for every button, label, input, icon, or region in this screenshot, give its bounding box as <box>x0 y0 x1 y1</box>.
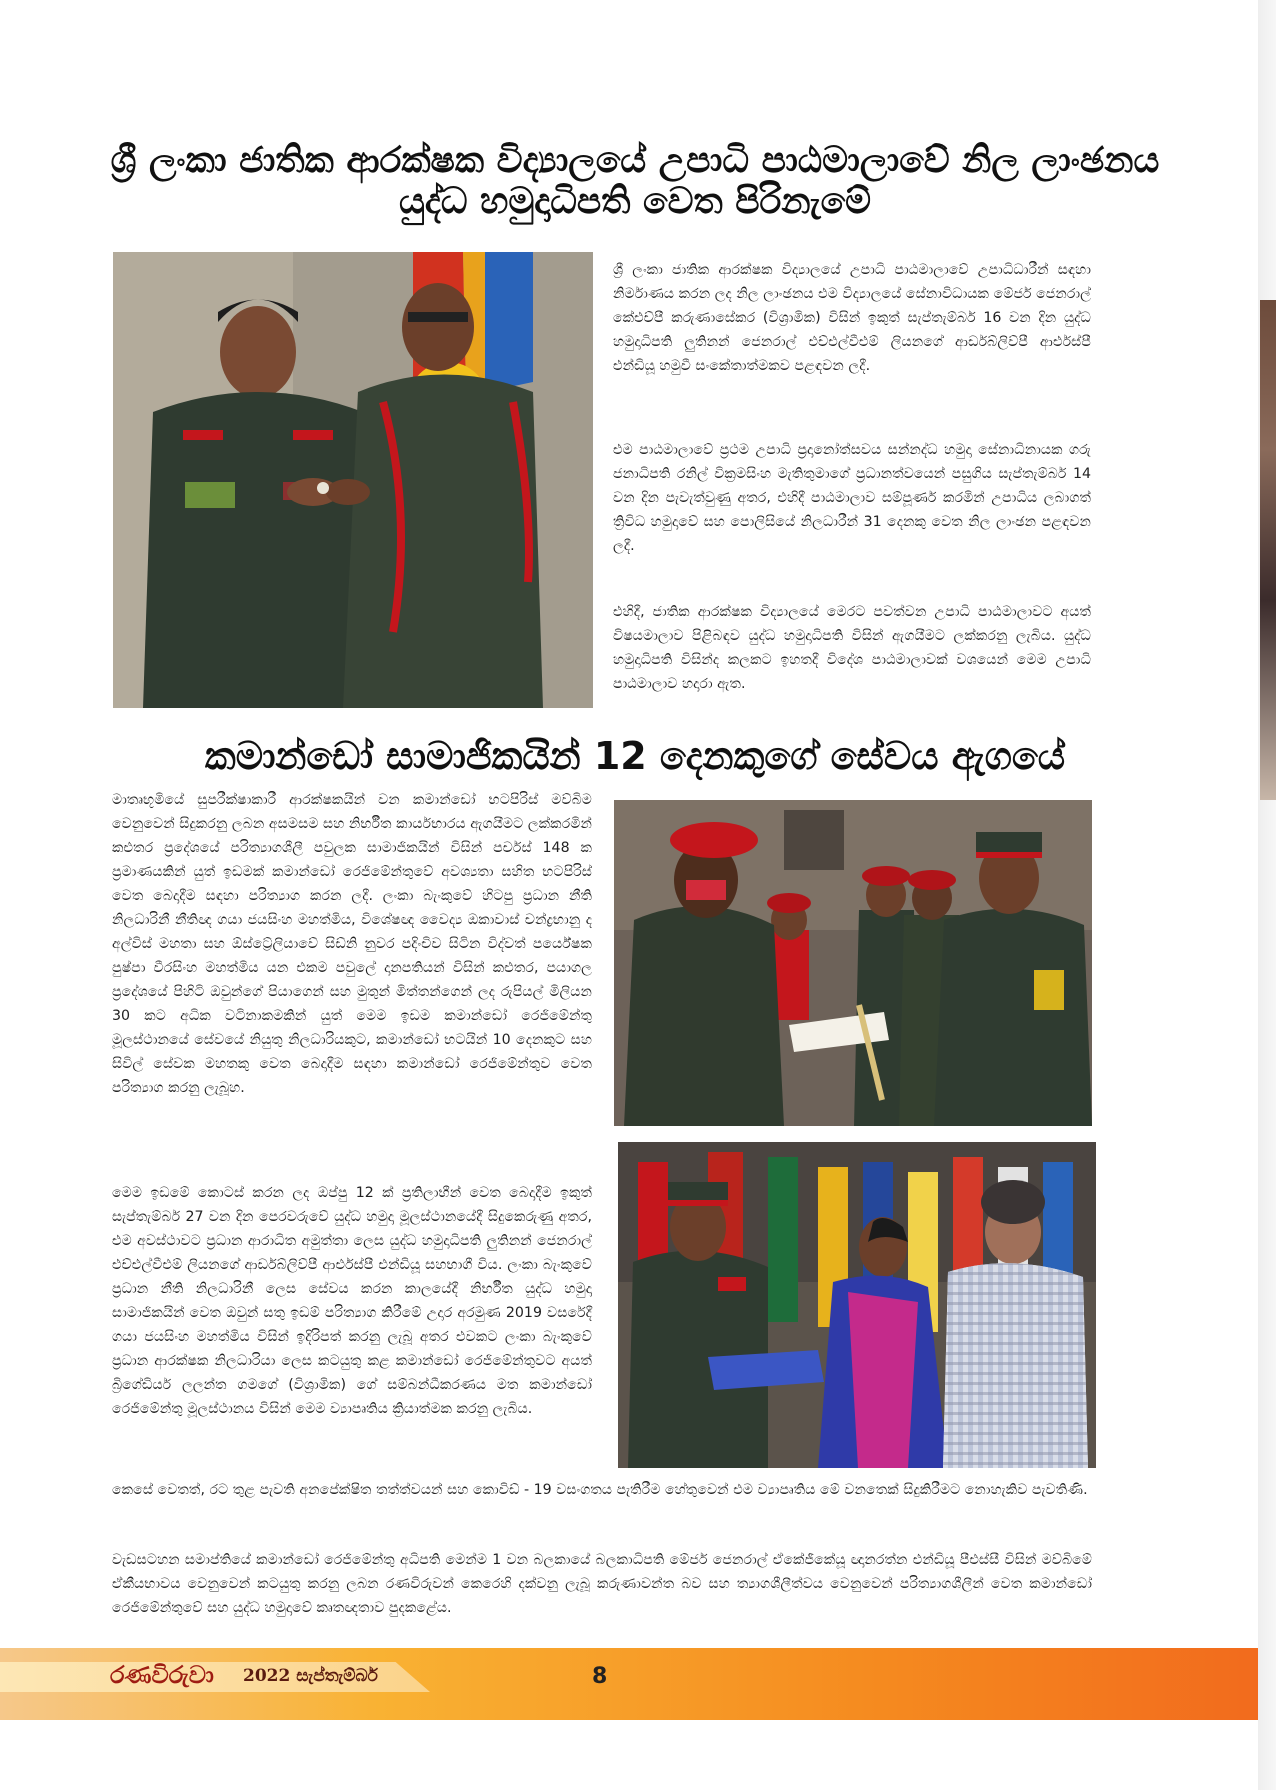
article2-paragraph-4: වැඩසටහන සමාප්තියේ කමාන්ඩෝ රෙජිමේන්තු අධිපති මෙන්ම 1 වන බලකායේ බලකාධිපති මේජර් ජෙනරාල් ඒකේජීකේයූ ඥානරත්න එන්ඩියූ පීඑස්සී විසින් මව්බිමේ ඒකීයභාවය වෙනුවෙන් කටයුතු කරනු ලබන රණවිරුවන් කෙරෙහි දක්වනු ලැබූ කරුණාවන්ත බව සහ ත්‍යාගශීලීත්වය වෙනුවෙන් පරිත්‍යාගශීලීන් වෙත කමාන්ඩෝ රෙජිමේන්තුවේ සහ යුද්ධ හමුදාවේ කෘතඥතාව පුදකළේය. <box>112 1552 1092 1616</box>
magazine-name: රණවිරුවා <box>110 1660 214 1689</box>
article1-paragraph-1: ශ්‍රී ලංකා ජාතික ආරක්ෂක විද්‍යාලයේ උපාධි පාඨමාලාවේ උපාධිධාරීන් සඳහා නිර්මාණය කරන ලද නිල ලාංඡනය එම විද්‍යාලයේ සේනාවිධායක මේජර් ජෙනරාල් කේඑච්පී කරුණාසේකර (විශ්‍රාමික) විසින් ඉකුත් සැප්තැම්බර් 16 වන දින යුද්ධ හමුදාධිපති ලුතිනන් ජෙනරාල් එච්එල්වීඑම් ලියනගේ ආර්ඩබ්ලිව්පී ආර්එස්පී එන්ඩියූ හමුවී සංකේතාත්මකව පළඳවන ලදී. <box>613 262 1091 374</box>
next-page-photo-sliver <box>1260 300 1276 800</box>
article1-headline <box>90 140 1180 223</box>
article2-headline: කමාන්ඩෝ සාමාජිකයින් 12 දෙනකුගේ සේවය ඇගයේ <box>204 734 1066 778</box>
page-number: 8 <box>592 1664 608 1689</box>
article2-paragraph-1: මාතෘභූමියේ සුපරීක්ෂාකාරී ආරක්ෂකයින් වන කමාන්ඩෝ භටපිරිස් මව්බිම වෙනුවෙන් සිදුකරනු ලබන අසමසම සහ නිර්භීත කාර්යභාරය ඇගයීමට ලක්කරමින් කළුතර ප්‍රදේශයේ පරිත්‍යාගශීලී පවුලක සාමාජිකයින් විසින් පර්චස් 148 ක ප්‍රමාණයකින් යුත් ඉඩමක් කමාන්ඩෝ රෙජිමේන්තුවේ අවශ්‍යතා සහිත භටපිරිස් වෙත බෙදාදීම සඳහා පරිත්‍යාග කරන ලදී. ලංකා බැංකුවේ හිටපු ප්‍රධාන නීති නිලධාරිනී නීතිඥ ගයා ජයසිංහ මහත්මිය, විශේෂඥ වෛද්‍ය ඔකාවාස් චන්ද්‍රභානු ද අල්විස් මහතා සහ ඕස්ට්‍රේලියාවේ සිඩ්නි නුවර පදිංචිව සිටින විද්වත් පර්යේෂක පුෂ්පා වීරසිංහ මහත්මිය යන එකම පවුලේ දානපතියන් විසින් කළුතර, පයාගල ප්‍රදේශයේ පිහිටි ඔවුන්ගේ පියාගෙන් සහ මුතුන් මිත්තන්ගෙන් ලද රුපියල් මිලියන 30 කට අධික වටිනාකමකින් යුත් මෙම ඉඩම කමාන්ඩෝ රෙජිමේන්තු මූලස්ථානයේ සේවයේ නියුතු නිලධාරියකුට, කමාන්ඩෝ භටයින් 10 දෙනකුට සහ සිවිල් සේවක මහතකු වෙත බෙදාදීම සඳහා කමාන්ඩෝ රෙජිමේන්තුව වෙත පරිත්‍යාග කරනු ලැබූහ. <box>112 792 592 1096</box>
article2-paragraph-2: මෙම ඉඩමේ කොටස් කරන ලද ඔප්පු 12 ක් ප්‍රතිලාභීන් වෙත බෙදාදීම ඉකුත් සැප්තැම්බර් 27 වන දින පෙරවරුවේ යුද්ධ හමුදා මූලස්ථානයේදී සිදුකෙරුණු අතර, එම අවස්ථාවට ප්‍රධාන ආරාධිත අමුත්තා ලෙස යුද්ධ හමුදාධිපති ලුතිනන් ජෙනරාල් එච්එල්වීඑම් ලියනගේ ආර්ඩබ්ලිව්පී ආර්එස්පී එන්ඩියූ සහභාගී විය. ලංකා බැංකුවේ ප්‍රධාන නීති නිලධාරිනී ලෙස සේවය කරන කාලයේදී නිර්භීත යුද්ධ හමුදා සාමාජිකයින් වෙත ඔවුන් සතු ඉඩම් පරිත්‍යාග කිරීමේ උදාර අරමුණ 2019 වසරේදී ගයා ජයසිංහ මහත්මිය විසින් ඉදිරිපත් කරනු ලැබූ අතර එවකට ලංකා බැංකුවේ ප්‍රධාන ආරක්ෂක නිලධාරියා ලෙස කටයුතු කළ කමාන්ඩෝ රෙජිමේන්තුවට අයත් බ්‍රිගේඩියර් ලලන්ත ගමගේ (විශ්‍රාමික) ගේ සම්බන්ධීකරණය මත කමාන්ඩෝ රෙජිමේන්තු මූලස්ථානය විසින් මෙම ව්‍යාපෘතිය ක්‍රියාත්මක කරනු ලැබිය. <box>112 1185 592 1417</box>
next-page-edge <box>1258 0 1276 1790</box>
article2-photo-donor-handover <box>618 1142 1096 1468</box>
article1-headline-line2: යුද්ධ හමුදාධිපති වෙත පිරිනැමේ <box>398 181 872 223</box>
article1-photo-insignia-pinning <box>113 252 593 708</box>
article2-photo-deed-handover <box>614 800 1092 1126</box>
article2-paragraph-3: කෙසේ වෙතත්, රට තුළ පැවති අනපේක්ෂිත තත්ත්වයන් සහ කොවිඩ් - 19 වසංගතය පැතිරීම හේතුවෙන් එම ව්‍යාපෘතිය මේ වනතෙක් සිදුකිරීමට නොහැකිව පැවතිණි. <box>112 1482 1088 1498</box>
article1-paragraph-3: එහිදී, ජාතික ආරක්ෂක විද්‍යාලයේ මෙරට පවත්වන උපාධි පාඨමාලාවට අයත් විෂයමාලාව පිළිබඳව යුද්ධ හමුදාධිපති විසින් ඇගයීමට ලක්කරනු ලැබිය. යුද්ධ හමුදාධිපති විසින්ද කලකට ඉහතදී විදේශ පාඨමාලාවක් වශයෙන් මෙම උපාධි පාඨමාලාව හදාරා ඇත. <box>613 604 1091 692</box>
article1-headline-line1: ශ්‍රී ලංකා ජාතික ආරක්ෂක විද්‍යාලයේ උපාධි පාඨමාලාවේ නිල ලාංඡනය <box>110 140 1160 181</box>
article1-paragraph-2: එම පාඨමාලාවේ ප්‍රථම උපාධි ප්‍රදානෝත්සවය සන්නද්ධ හමුදා සේනාධිනායක ගරු ජනාධිපති රනිල් වික්‍රමසිංහ මැතිතුමාගේ ප්‍රධානත්වයෙන් පසුගිය සැප්තැම්බර් 14 වන දින පැවැත්වුණු අතර, එහිදී පාඨමාලාව සම්පූර්ණ කරමින් උපාධිය ලබාගත් ත්‍රිවිධ හමුදාවේ සහ පොලිසියේ නිලධාරීන් 31 දෙනකු වෙත නිල ලාංඡන පළඳවන ලදී. <box>613 442 1091 554</box>
page-footer <box>0 1648 1258 1720</box>
issue-date: 2022 සැප්තැම්බර් <box>243 1666 378 1686</box>
